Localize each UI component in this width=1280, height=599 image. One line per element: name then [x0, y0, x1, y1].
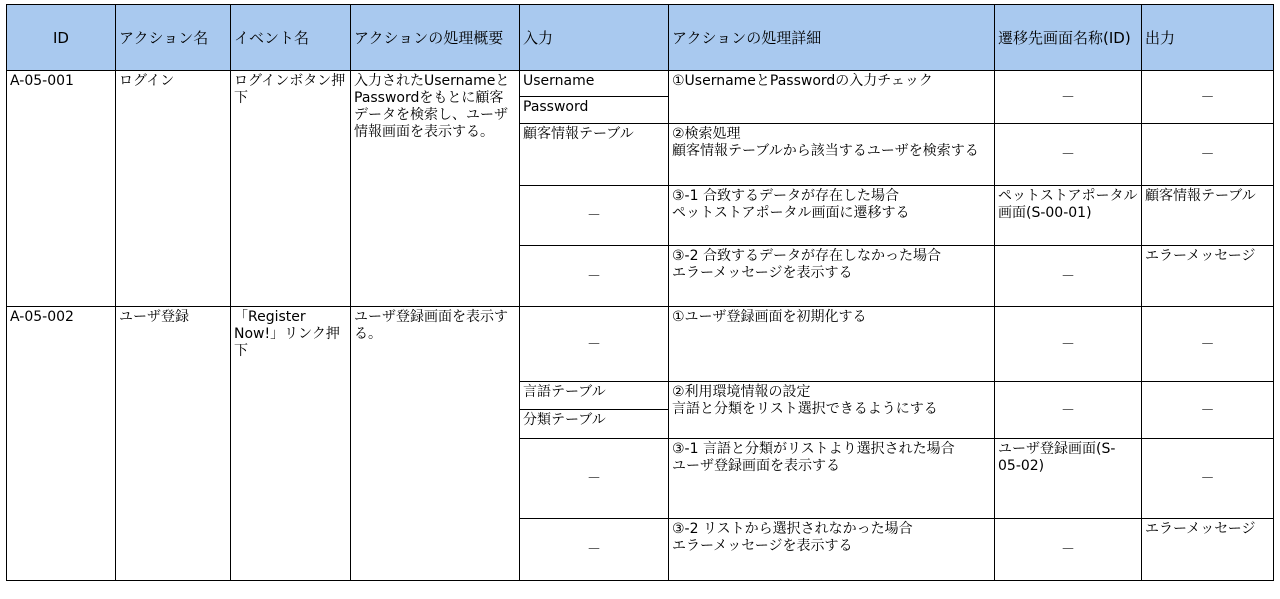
table-row	[7, 71, 1274, 97]
action1-dest-3: ペットストアポータル画面(S-00-01)	[995, 186, 1142, 246]
action2-detail-4-body: エラーメッセージを表示する	[672, 538, 853, 554]
action1-output-1: －	[1142, 71, 1274, 124]
action2-output-1: －	[1142, 307, 1274, 382]
action2-input-lang: 言語テーブル	[520, 382, 669, 410]
action1-id: A-05-001	[7, 71, 116, 307]
action1-detail-3-body: ペットストアポータル画面に遷移する	[672, 205, 910, 221]
header-detail: アクションの処理詳細	[669, 5, 995, 71]
action2-event: 「Register Now!」リンク押下	[231, 307, 351, 581]
action1-output-4: エラーメッセージ	[1142, 246, 1274, 307]
action2-output-4: エラーメッセージ	[1142, 519, 1274, 581]
action2-output-2: －	[1142, 382, 1274, 439]
action1-detail-4	[669, 246, 995, 307]
action1-input-customer: 顧客情報テーブル	[520, 124, 669, 186]
action1-dest-1: －	[995, 71, 1142, 124]
action1-detail-3-title: ③-1 合致するデータが存在した場合	[672, 188, 899, 204]
action1-detail-2	[669, 124, 995, 186]
action2-detail-3-body: ユーザ登録画面を表示する	[672, 458, 840, 474]
action1-detail-4-body: エラーメッセージを表示する	[672, 265, 853, 281]
action2-input-3: －	[520, 439, 669, 519]
header-action-name: アクション名	[116, 5, 231, 71]
action2-dest-3: ユーザ登録画面(S-05-02)	[995, 439, 1142, 519]
header-summary: アクションの処理概要	[351, 5, 520, 71]
action1-dest-2: －	[995, 124, 1142, 186]
action2-dest-4: －	[995, 519, 1142, 581]
action1-detail-2-title: ②検索処理	[672, 126, 741, 142]
action2-detail-1: ①ユーザ登録画面を初期化する	[669, 307, 995, 382]
action1-detail-4-title: ③-2 合致するデータが存在しなかった場合	[672, 248, 941, 264]
header-input: 入力	[520, 5, 669, 71]
action2-detail-2	[669, 382, 995, 439]
action1-summary: 入力されたUsernameとPasswordをもとに顧客データを検索し、ユーザ情報画面を表示する。	[351, 71, 520, 307]
action2-id: A-05-002	[7, 307, 116, 581]
action1-detail-3	[669, 186, 995, 246]
action2-detail-4-title: ③-2 リストから選択されなかった場合	[672, 521, 913, 537]
action2-output-3: －	[1142, 439, 1274, 519]
action1-name: ログイン	[116, 71, 231, 307]
action1-dest-4: －	[995, 246, 1142, 307]
action2-input-1: －	[520, 307, 669, 382]
action1-output-2: －	[1142, 124, 1274, 186]
action1-detail-1: ①UsernameとPasswordの入力チェック	[669, 71, 995, 124]
header-id: ID	[7, 5, 116, 71]
action1-input-4: －	[520, 246, 669, 307]
action2-summary: ユーザ登録画面を表示する。	[351, 307, 520, 581]
action2-detail-2-body: 言語と分類をリスト選択できるようにする	[672, 401, 938, 417]
header-row	[7, 5, 1274, 71]
action2-detail-2-title: ②利用環境情報の設定	[672, 384, 811, 400]
action1-output-3: 顧客情報テーブル	[1142, 186, 1274, 246]
action2-dest-2: －	[995, 382, 1142, 439]
action1-input-3: －	[520, 186, 669, 246]
table-row	[7, 307, 1274, 382]
header-destination: 遷移先画面名称(ID)	[995, 5, 1142, 71]
action-spec-table	[6, 4, 1274, 581]
action1-detail-2-body: 顧客情報テーブルから該当するユーザを検索する	[672, 143, 979, 159]
action1-event: ログインボタン押下	[231, 71, 351, 307]
header-output: 出力	[1142, 5, 1274, 71]
action1-input-password: Password	[520, 97, 669, 124]
action2-detail-4	[669, 519, 995, 581]
action2-detail-3	[669, 439, 995, 519]
action2-input-4: －	[520, 519, 669, 581]
action2-name: ユーザ登録	[116, 307, 231, 581]
action1-input-username: Username	[520, 71, 669, 97]
action2-detail-3-title: ③-1 言語と分類がリストより選択された場合	[672, 441, 955, 457]
action2-dest-1: －	[995, 307, 1142, 382]
action2-input-cat: 分類テーブル	[520, 410, 669, 439]
header-event-name: イベント名	[231, 5, 351, 71]
